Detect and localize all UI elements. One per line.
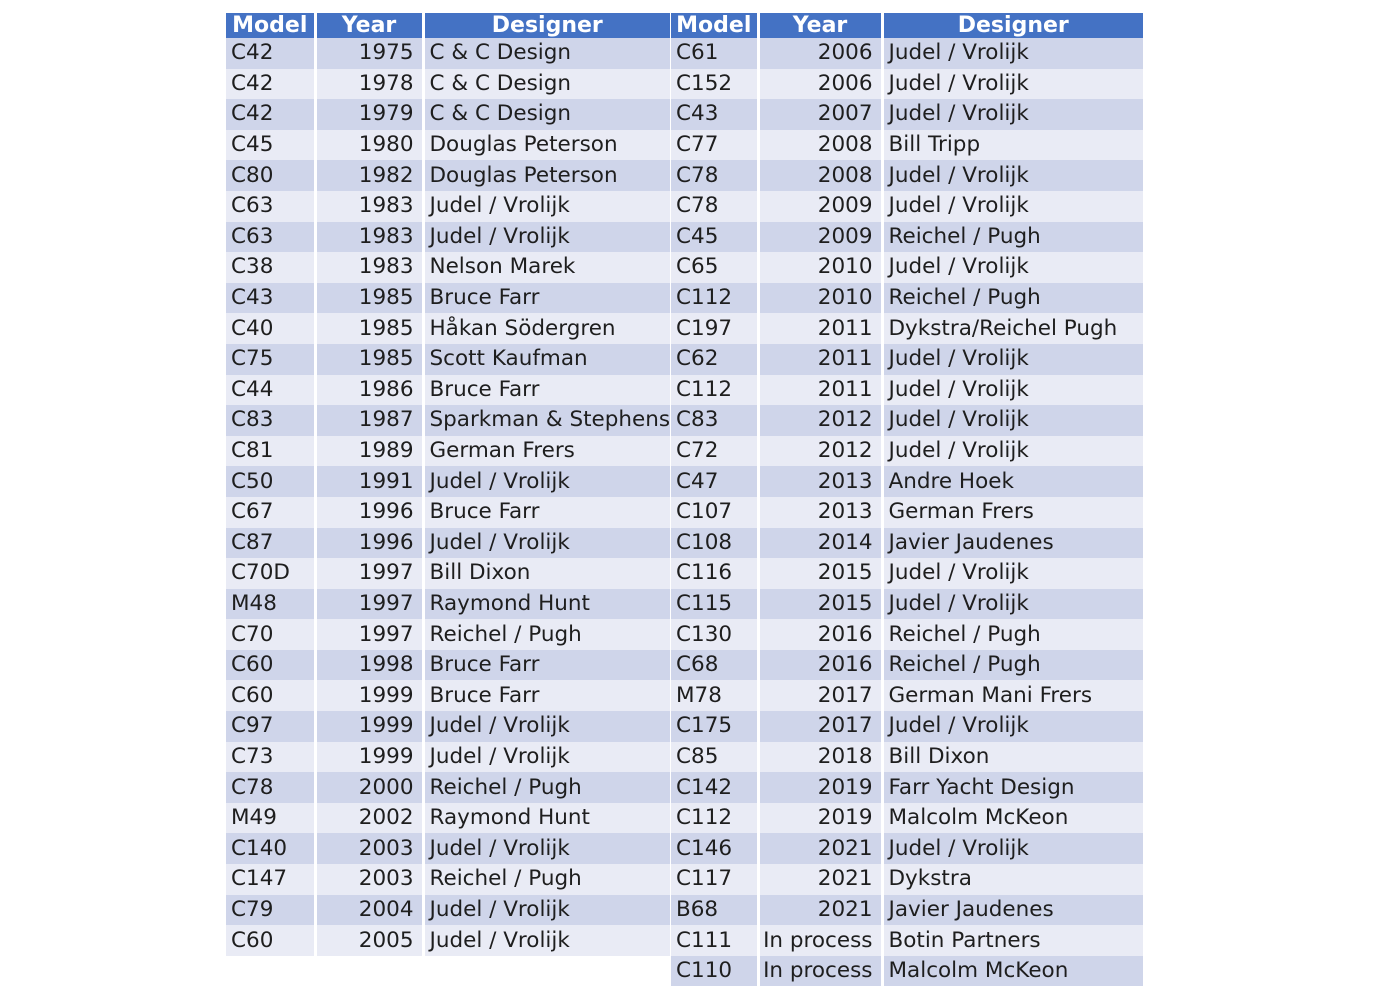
designer-cell: Bill Dixon [882,742,1143,773]
year-cell: 1997 [315,619,423,650]
table-row [226,589,670,620]
model-cell: C110 [671,956,758,987]
designer-cell: Reichel / Pugh [423,864,670,895]
model-cell: C50 [226,466,315,497]
model-cell: C116 [671,558,758,589]
model-cell: C97 [226,711,315,742]
table-row [226,405,670,436]
header-model: Model [226,13,315,38]
year-cell: 2007 [758,99,882,130]
model-cell: C83 [671,405,758,436]
model-cell: C107 [671,497,758,528]
designer-cell: Andre Hoek [882,466,1143,497]
table-row [226,191,670,222]
table-row [226,833,670,864]
year-cell: 2017 [758,680,882,711]
designer-cell: Judel / Vrolijk [423,466,670,497]
designer-cell: Judel / Vrolijk [423,925,670,956]
table-row [226,38,670,69]
year-cell: 2011 [758,344,882,375]
designer-cell: Malcolm McKeon [882,803,1143,834]
model-cell: C40 [226,313,315,344]
year-cell: In process [758,925,882,956]
designer-cell: Judel / Vrolijk [882,711,1143,742]
designer-cell: Judel / Vrolijk [882,558,1143,589]
designer-cell: Bill Dixon [423,558,670,589]
model-cell: C80 [226,160,315,191]
designer-cell: Reichel / Pugh [882,222,1143,253]
model-cell: C60 [226,680,315,711]
year-cell: 1985 [315,283,423,314]
designer-cell: Judel / Vrolijk [882,405,1143,436]
model-cell: C68 [671,650,758,681]
table-row [671,344,1143,375]
header-row [671,13,1143,38]
designer-cell: Bruce Farr [423,283,670,314]
table-row [671,772,1143,803]
table-row [671,558,1143,589]
year-cell: 2006 [758,69,882,100]
model-cell: C130 [671,619,758,650]
designer-cell: Judel / Vrolijk [882,252,1143,283]
table-row [226,252,670,283]
table-row [671,833,1143,864]
model-cell: C73 [226,742,315,773]
table-row [226,925,670,956]
designer-cell: Judel / Vrolijk [882,38,1143,69]
designer-cell: Judel / Vrolijk [882,436,1143,467]
model-cell: C197 [671,313,758,344]
table-row [226,69,670,100]
model-cell: C78 [671,160,758,191]
year-cell: 2021 [758,895,882,926]
model-cell: C142 [671,772,758,803]
table-row [226,558,670,589]
table-row [226,222,670,253]
table-row [671,925,1143,956]
year-cell: 1991 [315,466,423,497]
model-cell: C47 [671,466,758,497]
designer-cell: Judel / Vrolijk [882,589,1143,620]
designer-cell: Scott Kaufman [423,344,670,375]
header-year: Year [315,13,423,38]
table-row [671,191,1143,222]
model-cell: C42 [226,69,315,100]
designer-cell: Judel / Vrolijk [423,711,670,742]
model-cell: C67 [226,497,315,528]
year-cell: 2005 [315,925,423,956]
designer-cell: C & C Design [423,99,670,130]
year-cell: 1996 [315,497,423,528]
year-cell: 2003 [315,864,423,895]
designer-cell: Judel / Vrolijk [423,528,670,559]
model-cell: C62 [671,344,758,375]
model-cell: C152 [671,69,758,100]
model-cell: C83 [226,405,315,436]
year-cell: 2013 [758,497,882,528]
designer-cell: Raymond Hunt [423,803,670,834]
year-cell: 1987 [315,405,423,436]
model-cell: C44 [226,375,315,406]
table-row [671,680,1143,711]
year-cell: 2006 [758,38,882,69]
year-cell: 1989 [315,436,423,467]
designer-cell: Judel / Vrolijk [882,160,1143,191]
year-cell: 2008 [758,160,882,191]
model-cell: C43 [671,99,758,130]
designer-cell: Bill Tripp [882,130,1143,161]
designer-cell: Raymond Hunt [423,589,670,620]
model-cell: C63 [226,191,315,222]
year-cell: 1975 [315,38,423,69]
year-cell: 2009 [758,191,882,222]
year-cell: 2008 [758,130,882,161]
model-cell: C72 [671,436,758,467]
designer-cell: Douglas Peterson [423,130,670,161]
year-cell: 1983 [315,191,423,222]
model-cell: C42 [226,38,315,69]
designer-cell: Reichel / Pugh [423,619,670,650]
model-cell: C63 [226,222,315,253]
header-designer: Designer [423,13,670,38]
table-row [671,252,1143,283]
designer-cell: Bruce Farr [423,680,670,711]
designer-cell: Bruce Farr [423,375,670,406]
year-cell: 2021 [758,833,882,864]
table-row [671,619,1143,650]
table-row [226,313,670,344]
designer-cell: Judel / Vrolijk [423,895,670,926]
designer-cell: Reichel / Pugh [882,619,1143,650]
table-row [671,38,1143,69]
model-cell: C60 [226,650,315,681]
year-cell: 1999 [315,680,423,711]
year-cell: 2018 [758,742,882,773]
table-row [671,405,1143,436]
year-cell: 2021 [758,864,882,895]
year-cell: 1997 [315,558,423,589]
designer-cell: Reichel / Pugh [882,283,1143,314]
year-cell: 2019 [758,803,882,834]
year-cell: 1997 [315,589,423,620]
year-cell: 2010 [758,252,882,283]
year-cell: 2019 [758,772,882,803]
designer-cell: German Frers [423,436,670,467]
year-cell: 2015 [758,589,882,620]
year-cell: 2011 [758,313,882,344]
model-cell: C61 [671,38,758,69]
designer-cell: Farr Yacht Design [882,772,1143,803]
year-cell: 2015 [758,558,882,589]
table-row [226,344,670,375]
table-row [671,589,1143,620]
designer-cell: Judel / Vrolijk [423,742,670,773]
year-cell: 1985 [315,344,423,375]
year-cell: 2016 [758,619,882,650]
model-cell: C112 [671,803,758,834]
year-cell: 2016 [758,650,882,681]
table-row [226,528,670,559]
designer-cell: Malcolm McKeon [882,956,1143,987]
table-row [671,864,1143,895]
year-cell: 2010 [758,283,882,314]
designer-cell: Nelson Marek [423,252,670,283]
year-cell: 2000 [315,772,423,803]
model-cell: C43 [226,283,315,314]
designer-cell: Dykstra/Reichel Pugh [882,313,1143,344]
table-row [671,99,1143,130]
model-cell: C117 [671,864,758,895]
model-cell: C115 [671,589,758,620]
model-cell: C70 [226,619,315,650]
year-cell: 1999 [315,742,423,773]
designer-cell: Bruce Farr [423,497,670,528]
model-cell: C79 [226,895,315,926]
year-cell: 1982 [315,160,423,191]
table-row [226,375,670,406]
designer-cell: Javier Jaudenes [882,895,1143,926]
year-cell: 1978 [315,69,423,100]
table-row [671,160,1143,191]
model-cell: C70D [226,558,315,589]
designer-cell: Douglas Peterson [423,160,670,191]
model-cell: C112 [671,283,758,314]
table-row [226,466,670,497]
designer-cell: Botin Partners [882,925,1143,956]
model-cell: C111 [671,925,758,956]
table-row [671,956,1143,987]
year-cell: 1980 [315,130,423,161]
designer-cell: Judel / Vrolijk [882,69,1143,100]
year-cell: 2012 [758,436,882,467]
year-cell: In process [758,956,882,987]
table-row [671,711,1143,742]
year-cell: 2011 [758,375,882,406]
table-row [226,742,670,773]
table-row [226,864,670,895]
model-cell: C175 [671,711,758,742]
table-row [226,99,670,130]
designer-cell: Javier Jaudenes [882,528,1143,559]
designer-cell: C & C Design [423,38,670,69]
year-cell: 1999 [315,711,423,742]
designer-cell: Judel / Vrolijk [882,833,1143,864]
models-table-left [226,13,670,956]
designer-cell: Judel / Vrolijk [882,344,1143,375]
table-row [226,680,670,711]
model-cell: C140 [226,833,315,864]
designer-cell: German Frers [882,497,1143,528]
designer-cell: Reichel / Pugh [882,650,1143,681]
designer-cell: Reichel / Pugh [423,772,670,803]
table-row [226,160,670,191]
table-row [226,711,670,742]
model-cell: B68 [671,895,758,926]
designer-cell: Judel / Vrolijk [882,99,1143,130]
header-designer: Designer [882,13,1143,38]
model-cell: C45 [226,130,315,161]
model-cell: C45 [671,222,758,253]
header-model: Model [671,13,758,38]
model-cell: C112 [671,375,758,406]
table-row [671,69,1143,100]
models-table-right [671,13,1143,986]
year-cell: 1985 [315,313,423,344]
table-row [226,619,670,650]
table-row [671,130,1143,161]
designer-cell: Judel / Vrolijk [882,191,1143,222]
model-cell: C147 [226,864,315,895]
table-row [226,772,670,803]
table-row [671,466,1143,497]
table-row [671,742,1143,773]
table-row [671,222,1143,253]
year-cell: 1986 [315,375,423,406]
year-cell: 2009 [758,222,882,253]
table-row [671,528,1143,559]
year-cell: 2004 [315,895,423,926]
designer-cell: Bruce Farr [423,650,670,681]
year-cell: 2014 [758,528,882,559]
model-cell: C42 [226,99,315,130]
model-cell: C78 [226,772,315,803]
year-cell: 1983 [315,252,423,283]
designer-cell: Dykstra [882,864,1143,895]
designer-cell: Judel / Vrolijk [882,375,1143,406]
year-cell: 1996 [315,528,423,559]
designer-cell: Judel / Vrolijk [423,191,670,222]
model-cell: C87 [226,528,315,559]
designer-cell: German Mani Frers [882,680,1143,711]
model-cell: M49 [226,803,315,834]
model-cell: M48 [226,589,315,620]
year-cell: 2012 [758,405,882,436]
model-cell: C146 [671,833,758,864]
year-cell: 1979 [315,99,423,130]
model-cell: C77 [671,130,758,161]
table-row [226,497,670,528]
header-year: Year [758,13,882,38]
model-cell: C108 [671,528,758,559]
model-cell: C81 [226,436,315,467]
table-row [671,436,1143,467]
header-row [226,13,670,38]
model-cell: C65 [671,252,758,283]
table-row [671,895,1143,926]
table-row [671,313,1143,344]
table-row [226,130,670,161]
table-row [671,803,1143,834]
year-cell: 2002 [315,803,423,834]
table-row [226,283,670,314]
table-row [226,895,670,926]
table-row [671,497,1143,528]
designer-cell: C & C Design [423,69,670,100]
model-cell: C60 [226,925,315,956]
designer-cell: Judel / Vrolijk [423,222,670,253]
model-cell: C85 [671,742,758,773]
model-cell: C38 [226,252,315,283]
model-cell: M78 [671,680,758,711]
model-cell: C75 [226,344,315,375]
designer-cell: Håkan Södergren [423,313,670,344]
year-cell: 1998 [315,650,423,681]
designer-cell: Sparkman & Stephens [423,405,670,436]
table-row [226,650,670,681]
table-row [671,375,1143,406]
model-cell: C78 [671,191,758,222]
year-cell: 1983 [315,222,423,253]
table-row [226,803,670,834]
year-cell: 2017 [758,711,882,742]
table-row [226,436,670,467]
table-row [671,650,1143,681]
table-row [671,283,1143,314]
year-cell: 2013 [758,466,882,497]
designer-cell: Judel / Vrolijk [423,833,670,864]
year-cell: 2003 [315,833,423,864]
